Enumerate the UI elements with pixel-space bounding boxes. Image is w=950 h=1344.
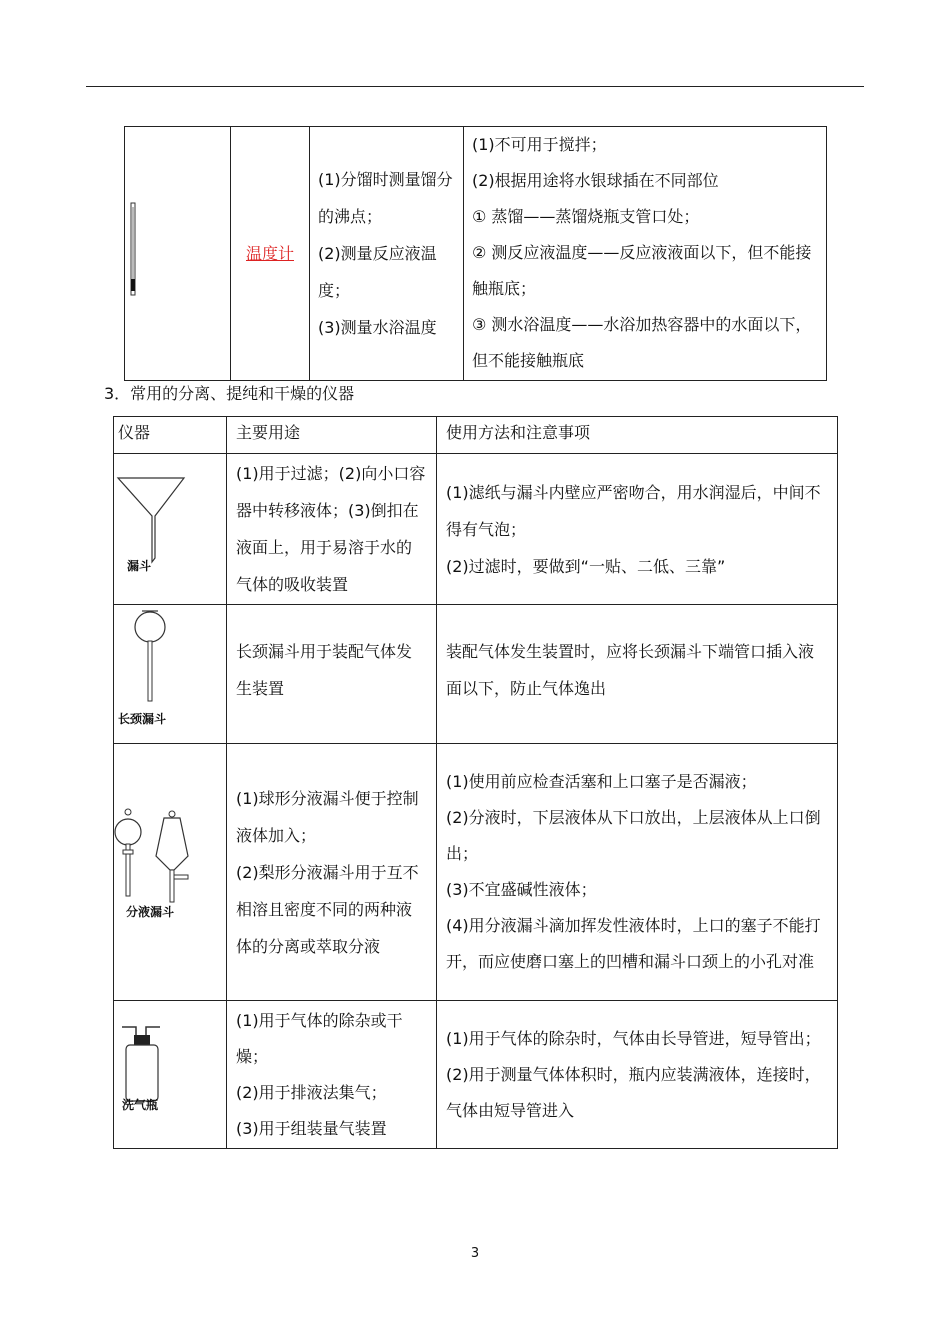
funnel-label: 漏斗	[127, 559, 152, 573]
thermometer-name-cell	[231, 127, 310, 381]
note-line: (1)不可用于搅拌；	[472, 135, 607, 154]
table-row	[114, 744, 838, 1001]
note-line: (4)用分液漏斗滴加挥发性液体时，上口的塞子不能打开，而应使磨口塞上的凹槽和漏斗口颈上的小孔对准	[446, 916, 821, 971]
separatory-funnel-label: 分液漏斗	[126, 905, 175, 919]
note-line: (1)使用前应检查活塞和上口塞子是否漏液；	[446, 772, 757, 791]
separatory-funnel-uses-cell	[227, 744, 437, 1001]
note-line: (2)根据用途将水银球插在不同部位	[472, 171, 719, 190]
funnel-image-cell	[114, 454, 227, 605]
long-neck-funnel-uses-cell	[227, 605, 437, 744]
funnel-icon	[114, 454, 227, 604]
note-line: (2)用于测量气体体积时，瓶内应装满液体，连接时，气体由短导管进入	[446, 1064, 821, 1120]
table-header-row	[114, 417, 838, 454]
use-line: (3)测量水浴温度	[318, 318, 437, 337]
funnel-notes-cell	[437, 454, 838, 605]
long-neck-funnel-image-cell	[114, 605, 227, 744]
note-line: (1)滤纸与漏斗内壁应严密吻合，用水润湿后，中间不得有气泡；	[446, 482, 821, 539]
table-row	[114, 605, 838, 744]
note-line: (1)用于气体的除杂时，气体由长导管进，短导管出；	[446, 1028, 821, 1048]
thermometer-table	[124, 126, 827, 381]
use-line: (1)球形分液漏斗便于控制液体加入；	[236, 788, 419, 845]
separation-instruments-table	[113, 416, 838, 1149]
long-neck-funnel-notes-cell	[437, 605, 838, 744]
separatory-funnel-notes-cell	[437, 744, 838, 1001]
use-line: (2)梨形分液漏斗用于互不相溶且密度不同的两种液体的分离或萃取分液	[236, 862, 419, 956]
note-line: ③ 测水浴温度——水浴加热容器中的水面以下，但不能接触瓶底	[472, 315, 812, 370]
note-line: 装配气体发生装置时，应将长颈漏斗下端管口插入液面以下，防止气体逸出	[446, 642, 815, 698]
use-line: (2)测量反应液温度；	[318, 244, 437, 300]
page-number: 3	[470, 1246, 480, 1261]
gas-washing-bottle-notes-cell	[437, 1001, 838, 1149]
thermometer-uses-cell	[310, 127, 464, 381]
header-instrument: 仪器	[114, 417, 227, 454]
use-line: (1)用于过滤；(2)向小口容器中转移液体；(3)倒扣在液面上，用于易溶于水的气体的吸收装置	[236, 464, 426, 594]
note-line: (2)分液时，下层液体从下口放出，上层液体从上口倒出；	[446, 808, 821, 863]
note-line: ① 蒸馏——蒸馏烧瓶支管口处；	[472, 207, 700, 226]
use-line: 长颈漏斗用于装配气体发生装置	[236, 642, 413, 698]
section-title: 3．常用的分离、提纯和干燥的仪器	[104, 384, 355, 403]
thermometer-image-cell	[125, 127, 231, 381]
table-row	[114, 1001, 838, 1149]
separatory-funnel-icon	[114, 744, 227, 1000]
gas-washing-bottle-label: 洗气瓶	[122, 1098, 159, 1112]
thermometer-icon	[125, 127, 230, 380]
long-neck-funnel-label: 长颈漏斗	[118, 712, 167, 726]
use-line: (3)用于组装量气装置	[236, 1118, 387, 1138]
table-row	[114, 454, 838, 605]
header-notes: 使用方法和注意事项	[437, 417, 838, 454]
separatory-funnel-image-cell	[114, 744, 227, 1001]
use-line: (1)分馏时测量馏分的沸点；	[318, 170, 453, 226]
note-line: (2)过滤时，要做到“一贴、二低、三靠”	[446, 556, 726, 576]
thermometer-name-link[interactable]: 温度计	[245, 244, 294, 263]
header-uses: 主要用途	[227, 417, 437, 454]
funnel-uses-cell	[227, 454, 437, 605]
header-rule	[86, 86, 864, 87]
note-line: ② 测反应液温度——反应液液面以下，但不能接触瓶底；	[472, 243, 812, 298]
long-neck-funnel-icon	[114, 605, 227, 743]
use-line: (2)用于排液法集气；	[236, 1082, 387, 1102]
thermometer-notes-cell	[464, 127, 827, 381]
use-line: (1)用于气体的除杂或干燥；	[236, 1010, 403, 1066]
gas-washing-bottle-icon	[114, 1001, 227, 1148]
gas-washing-bottle-uses-cell	[227, 1001, 437, 1149]
gas-washing-bottle-image-cell	[114, 1001, 227, 1149]
note-line: (3)不宜盛碱性液体；	[446, 880, 597, 899]
